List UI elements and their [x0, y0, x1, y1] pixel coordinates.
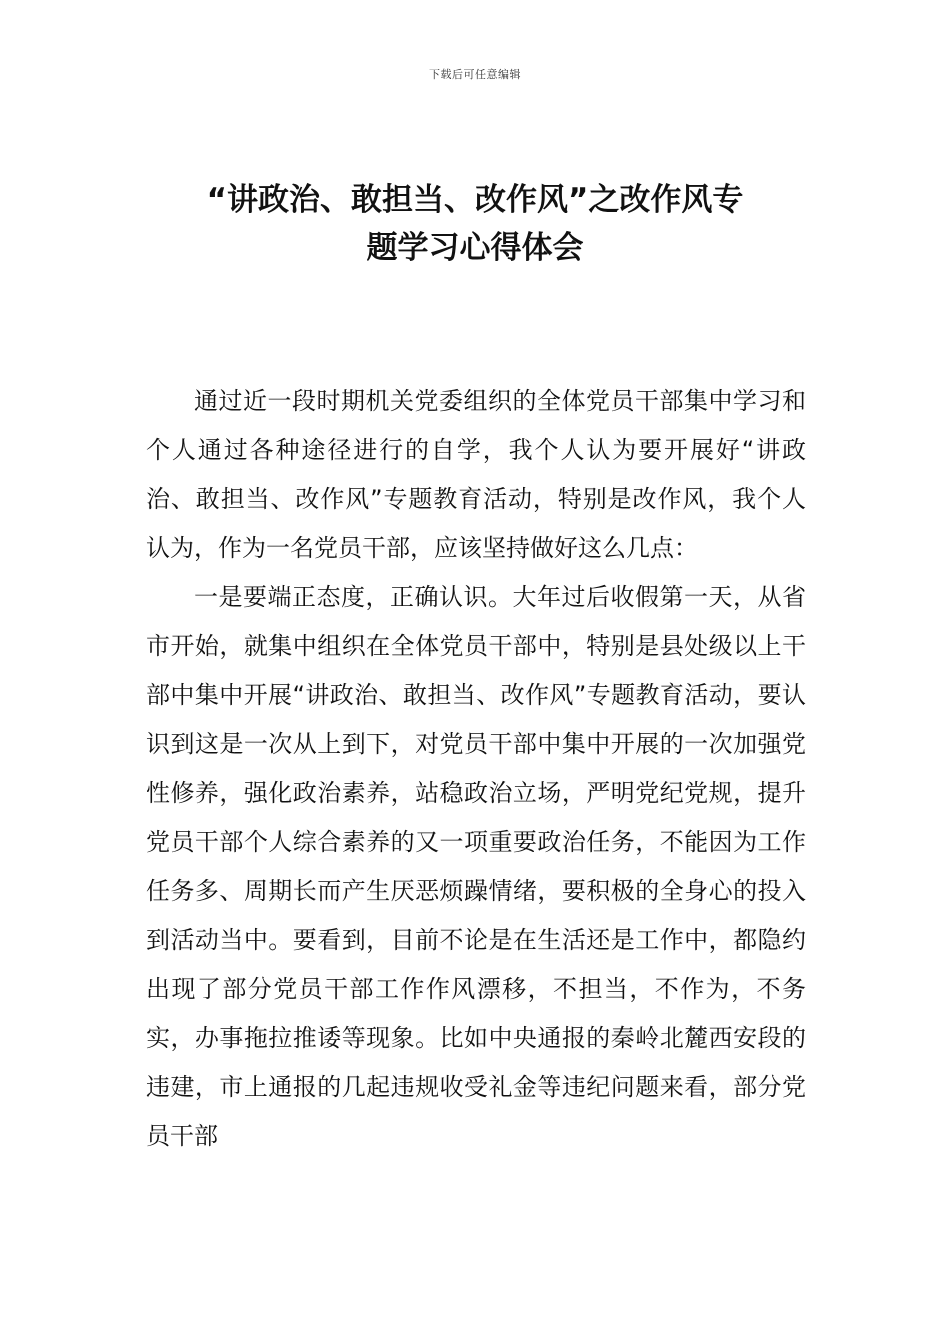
document-body [146, 377, 806, 1161]
document-title-line-2: 题学习心得体会 [366, 230, 584, 266]
header-note: 下载后可任意编辑 [429, 68, 521, 81]
paragraph-intro: 通过近一段时期机关党委组织的全体党员干部集中学习和个人通过各种途径进行的自学，我个人认为要开展好“讲政治、敢担当、改作风”专题教育活动，特别是改作风，我个人认为，作为一名党员干部，应该坚持做好这么几点： [146, 387, 806, 562]
document-title [145, 176, 805, 272]
paragraph-point-one: 一是要端正态度，正确认识。大年过后收假第一天，从省市开始，就集中组织在全体党员干部中，特别是县处级以上干部中集中开展“讲政治、敢担当、改作风”专题教育活动，要认识到这是一次从上到下，对党员干部中集中开展的一次加强党性修养，强化政治素养，站稳政治立场，严明党纪党规，提升党员干部个人综合素养的又一项重要政治任务，不能因为工作任务多、周期长而产生厌恶烦躁情绪，要积极的全身心的投入到活动当中。要看到，目前不论是在生活还是工作中，都隐约出现了部分党员干部工作作风漂移，不担当，不作为，不务实，办事拖拉推诿等现象。比如中央通报的秦岭北麓西安段的违建，市上通报的几起违规收受礼金等违纪问题来看，部分党员干部 [146, 583, 806, 1150]
document-title-line-1: “讲政治、敢担当、改作风”之改作风专 [206, 182, 744, 218]
